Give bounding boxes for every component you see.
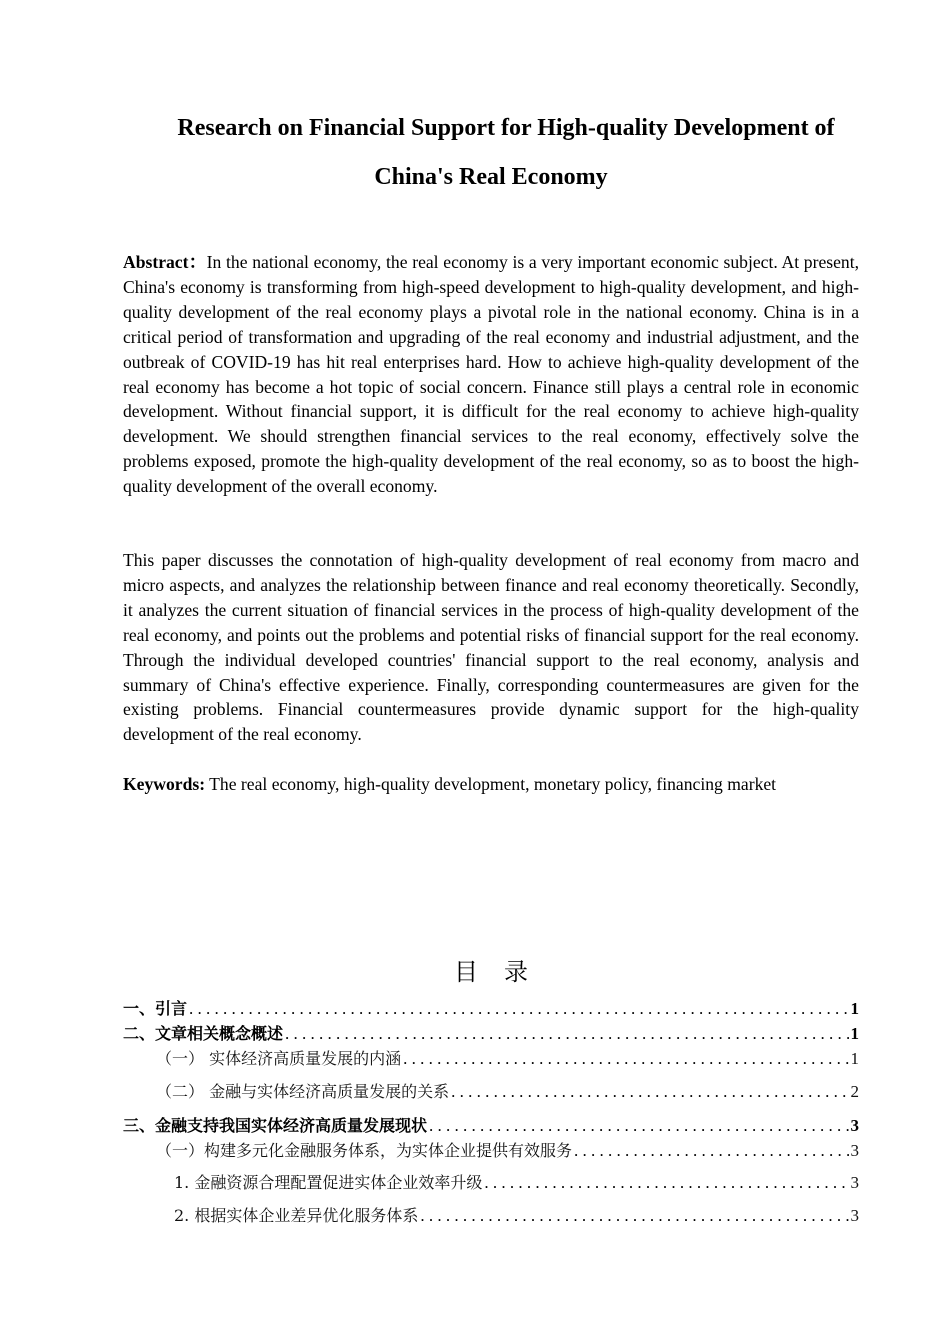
title-line-2: China's Real Economy (374, 164, 608, 190)
keywords-label: Keywords: (123, 774, 206, 794)
toc-leader-dots (285, 1023, 848, 1045)
toc-entry-text: 2. 根据实体企业差异优化服务体系 (174, 1206, 419, 1225)
toc-entry[interactable] (174, 1203, 859, 1227)
toc-leader-dots (451, 1081, 848, 1103)
toc-entry[interactable] (123, 996, 859, 1020)
toc-entry-page: 1 (850, 999, 859, 1018)
paper-title (123, 104, 859, 202)
toc-entry-page: 1 (850, 1049, 859, 1068)
toc-entry-page: 3 (850, 1206, 859, 1225)
toc-entry-text: （二） 金融与实体经济高质量发展的关系 (156, 1082, 450, 1101)
toc-entry-page: 3 (850, 1173, 859, 1192)
toc-entry[interactable] (123, 1021, 859, 1045)
toc-entry-text: （一） 实体经济高质量发展的内涵 (156, 1049, 402, 1068)
toc-entry[interactable] (156, 1079, 859, 1103)
toc-leader-dots (403, 1048, 848, 1070)
body-paragraph: This paper discusses the connotation of high-quality development of real economy from macro and micro aspects, and analyzes the relationship between finance and real economy theoretically. Secondly, it analyzes the current situation of financial services in the process of high-quality development of the real economy, and points out the problems and potential risks of financial support for the real economy. Through the individual developed countries' financial support to the real economy, analysis and summary of China's effective experience. Finally, corresponding countermeasures are given for the existing problems. Financial countermeasures provide dynamic support for the high-quality development of the real economy. (123, 550, 859, 745)
keywords-text: The real economy, high-quality development, monetary policy, financing market (205, 774, 777, 794)
toc-entry[interactable] (156, 1138, 859, 1162)
toc-entry-page: 3 (850, 1116, 859, 1135)
toc-entry-page: 1 (850, 1024, 859, 1043)
toc-entry-text: 1. 金融资源合理配置促进实体企业效率升级 (174, 1173, 483, 1192)
toc-entry[interactable] (156, 1046, 859, 1070)
toc-entry[interactable] (174, 1170, 859, 1194)
toc-entry-text: （一）构建多元化金融服务体系，为实体企业提供有效服务 (156, 1141, 573, 1160)
toc-title: 目录 (454, 958, 554, 986)
toc-leader-dots (574, 1140, 848, 1162)
toc-entry-page: 3 (850, 1141, 859, 1160)
toc-leader-dots (420, 1205, 848, 1227)
toc-leader-dots (429, 1115, 848, 1137)
title-line-1: Research on Financial Support for High-quality Development of (177, 115, 835, 141)
abstract-text: In the national economy, the real economy is a very important economic subject. At present, China's economy is transforming from high-speed development to high-quality development, and high-quality development of the real economy plays a pivotal role in the national economy. China is in a critical period of transformation and upgrading of the real economy and industrial adjustment, and the outbreak of COVID-19 has hit real enterprises hard. How to achieve high-quality development of the real economy has become a hot topic of social concern. Finance still plays a central role in economic development. Without financial support, it is difficult for the real economy to achieve high-quality development. We should strengthen financial services to the real economy, effectively solve the problems exposed, promote the high-quality development of the real economy, so as to boost the high-quality development of the overall economy. (123, 252, 859, 497)
toc-entry[interactable] (123, 1113, 859, 1137)
toc-leader-dots (484, 1172, 848, 1194)
keywords-paragraph (123, 772, 859, 797)
toc-entry-text: 二、文章相关概念概述 (123, 1024, 284, 1043)
toc-entry-page: 2 (850, 1082, 859, 1101)
toc-entry-text: 一、引言 (123, 999, 188, 1018)
toc-leader-dots (189, 998, 848, 1020)
toc-entry-text: 三、金融支持我国实体经济高质量发展现状 (123, 1116, 428, 1135)
abstract-label: Abstract： (123, 252, 207, 272)
abstract-paragraph (123, 250, 859, 499)
